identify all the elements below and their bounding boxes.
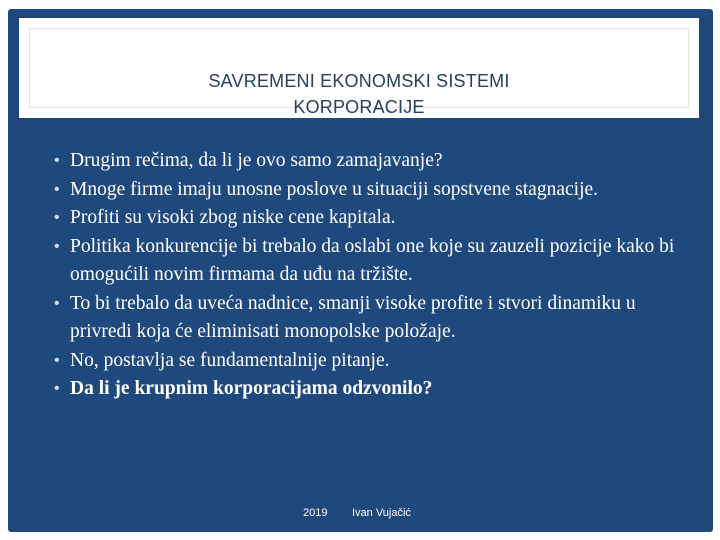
bullet-text: Mnoge firme imaju unosne poslove u situaciji sopstvene stagnacije.	[70, 178, 599, 200]
footer-year: 2019	[303, 507, 328, 519]
bullet-list	[44, 147, 684, 404]
bullet-dot-icon: •	[54, 180, 60, 198]
bullet-text: Politika konkurencije bi trebalo da oslabi one koje su zauzeli pozicije kako bi omogućili novim firmama da uđu na tržište.	[70, 235, 675, 285]
bullet-item	[44, 147, 684, 176]
slide-title-line-1: SAVREMENI EKONOMSKI SISTEMI	[208, 71, 510, 91]
bullet-dot-icon: •	[54, 380, 60, 397]
bullet-dot-icon: •	[54, 294, 60, 312]
bullet-dot-icon: •	[54, 152, 60, 169]
bullet-text: Drugim rečima, da li je ovo samo zamajavanje?	[70, 150, 443, 171]
bullet-dot-icon: •	[54, 209, 60, 226]
title-frame	[29, 28, 689, 117]
bullet-item	[44, 233, 684, 290]
bullet-dot-icon: •	[54, 237, 60, 255]
slide-title-line-2: KORPORACIJE	[293, 97, 425, 117]
bullet-item	[44, 176, 684, 205]
bullet-item	[44, 290, 684, 347]
footer-author: Ivan Vujačić	[352, 507, 411, 519]
bullet-text-emphasized: Da li je krupnim korporacijama odzvonilo?	[70, 378, 433, 399]
bullet-item	[44, 204, 684, 233]
bullet-text: To bi trebalo da uveća nadnice, smanji visoke profite i stvori dinamiku u privredi koja će eliminisati monopolske položaje.	[70, 292, 636, 342]
bullet-item	[44, 347, 684, 376]
title-box	[19, 18, 699, 118]
bullet-text: No, postavlja se fundamentalnije pitanje.	[70, 349, 390, 371]
bullet-dot-icon: •	[54, 351, 60, 369]
bullet-item	[44, 375, 684, 404]
bullet-text: Profiti su visoki zbog niske cene kapitala.	[70, 207, 396, 228]
